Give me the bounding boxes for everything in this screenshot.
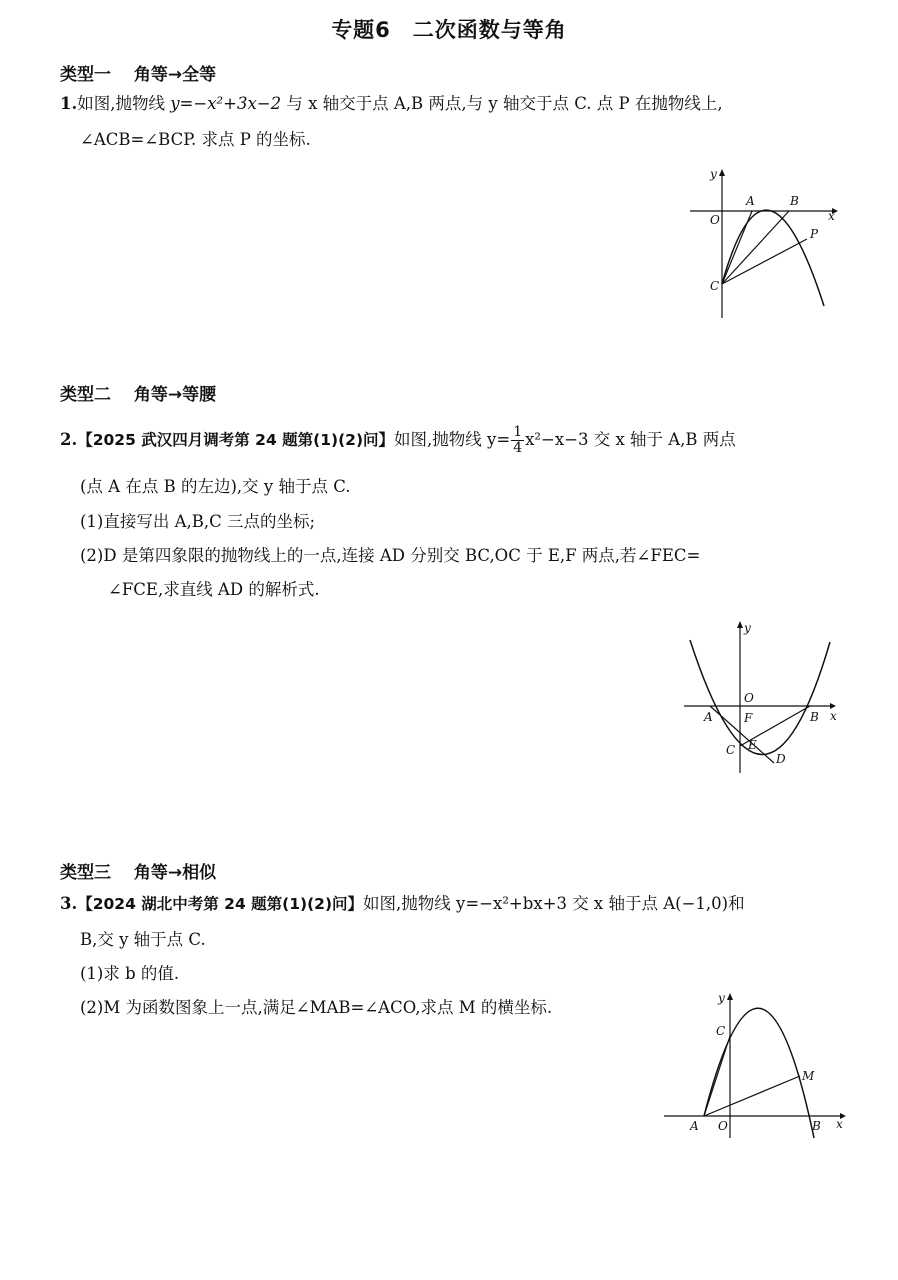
question-number: 2.: [60, 430, 78, 449]
label-O: O: [744, 691, 754, 705]
question-2-part-2a: (2)D 是第四象限的抛物线上的一点,连接 AD 分别交 BC,OC 于 E,F 两点,若∠FEC=: [80, 546, 701, 565]
question-text: x²−x−3 交 x 轴于 A,B 两点: [525, 430, 736, 449]
y-axis-arrow: [719, 169, 725, 176]
label-D: D: [776, 752, 786, 766]
question-text: 如图,抛物线 y=−x²+bx+3 交 x 轴于点 A(−1,0)和: [363, 894, 745, 913]
segment-AC: [704, 1036, 730, 1116]
parabola: [722, 210, 824, 306]
label-A: A: [690, 1119, 699, 1133]
page-title: 专题6 二次函数与等角: [331, 18, 567, 42]
segment-AM: [704, 1076, 800, 1116]
question-3-line-2: B,交 y 轴于点 C.: [80, 930, 206, 949]
type-label: 类型三: [60, 863, 111, 883]
figure-3: [664, 990, 849, 1140]
fraction-numerator: 1: [513, 424, 523, 440]
type-name: 角等→相似: [133, 863, 217, 883]
parabola: [690, 640, 830, 755]
figure-2: [684, 618, 844, 778]
question-source: 【2025 武汉四月调考第 24 题第(1)(2)问】: [77, 431, 395, 449]
equation: y=−x²+3x−2: [170, 94, 282, 113]
type-label: 类型二: [60, 385, 111, 405]
fraction: [511, 425, 524, 456]
y-axis-arrow: [727, 993, 733, 1000]
type-name: 角等→全等: [133, 65, 217, 85]
type-name: 角等→等腰: [133, 385, 217, 405]
label-x: x: [836, 1117, 843, 1131]
label-F: F: [744, 711, 753, 725]
segment-CB: [722, 211, 789, 284]
label-P: P: [810, 227, 819, 241]
label-y: y: [718, 991, 725, 1005]
question-3-line-1: [60, 892, 745, 916]
label-C: C: [726, 743, 736, 757]
label-M: M: [802, 1069, 815, 1083]
question-2-part-1: (1)直接写出 A,B,C 三点的坐标;: [80, 512, 316, 531]
question-2-part-2b: ∠FCE,求直线 AD 的解析式.: [108, 580, 320, 599]
label-O: O: [710, 213, 720, 227]
figure-1: [686, 166, 836, 322]
type-heading-2: [60, 380, 216, 405]
question-1-line-2: ∠ACB=∠BCP. 求点 P 的坐标.: [80, 130, 311, 149]
label-A: A: [746, 194, 755, 208]
segment-CA: [722, 211, 752, 284]
fraction-denominator: 4: [513, 440, 523, 456]
question-2-line-2: (点 A 在点 B 的左边),交 y 轴于点 C.: [80, 477, 351, 496]
question-number: 3.: [60, 894, 78, 913]
segment-AD: [710, 706, 774, 763]
label-B: B: [812, 1119, 821, 1133]
label-x: x: [828, 209, 835, 223]
question-text: 如图,抛物线: [77, 94, 171, 113]
question-source: 【2024 湖北中考第 24 题第(1)(2)问】: [77, 895, 364, 913]
label-B: B: [810, 710, 819, 724]
label-B: B: [790, 194, 799, 208]
label-C: C: [710, 279, 720, 293]
question-text: 与 x 轴交于点 A,B 两点,与 y 轴交于点 C. 点 P 在抛物线上,: [281, 94, 723, 113]
label-C: C: [716, 1024, 726, 1038]
label-x: x: [830, 709, 837, 723]
question-3-part-2: (2)M 为函数图象上一点,满足∠MAB=∠ACO,求点 M 的横坐标.: [80, 998, 553, 1017]
question-2-line-1: [60, 425, 736, 456]
question-text: 如图,抛物线 y=: [394, 430, 511, 449]
type-label: 类型一: [60, 65, 111, 85]
label-O: O: [718, 1119, 728, 1133]
question-1-line-1: [60, 92, 723, 116]
question-3-part-1: (1)求 b 的值.: [80, 964, 180, 983]
label-A: A: [704, 710, 713, 724]
y-axis-arrow: [737, 621, 743, 628]
label-y: y: [744, 621, 751, 635]
type-heading-3: [60, 858, 216, 883]
label-E: E: [748, 738, 757, 752]
type-heading-1: [60, 60, 216, 85]
label-y: y: [710, 167, 717, 181]
question-number: 1.: [60, 94, 78, 113]
